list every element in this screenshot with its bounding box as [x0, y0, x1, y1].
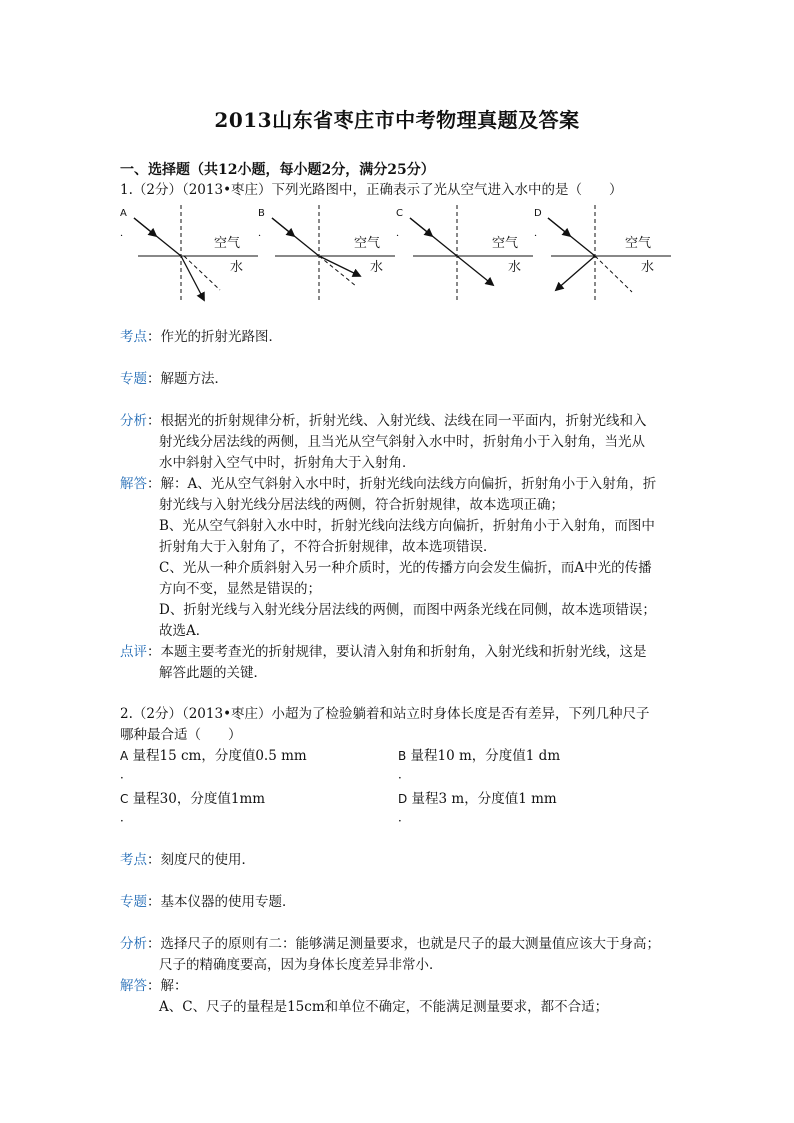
- q1-b-refracted-ray: [319, 256, 360, 276]
- q2-option-a-text: 量程15 cm，分度值0.5 mm: [132, 748, 307, 764]
- q1-jieda-label: 解答: [120, 476, 147, 492]
- q1-kaodian: [120, 327, 282, 347]
- q1-diagram-a: [120, 205, 258, 303]
- q1-zhuanti: [120, 369, 228, 389]
- q1-jieda-line-5: C、光从一种介质斜射入另一种介质时，光的传播方向会发生偏折，而A中光的传播: [159, 560, 652, 576]
- q1-option-a-letter: A: [120, 208, 127, 219]
- q1-dianping-line-2: 解答此题的关键．: [159, 665, 267, 681]
- q2-option-c-dot: ．: [120, 810, 133, 824]
- q1-c-incident-arrow: [410, 218, 432, 236]
- q2-jieda: [120, 976, 188, 996]
- q2-option-a-letter: A: [120, 749, 129, 763]
- q1-d-incident-arrow: [548, 218, 570, 236]
- section-heading: 一、选择题（共12小题，每小题2分，满分25分）: [120, 162, 435, 178]
- q1-d-air-label: 空气: [625, 236, 652, 251]
- q2-fenxi-label: 分析: [120, 936, 147, 952]
- q2-option-b-dot: ．: [398, 767, 411, 781]
- q2-jieda-line-1: ：解：: [147, 978, 188, 994]
- q1-dianping-line-1: ：本题主要考查光的折射规律，要认清入射角和折射角，入射光线和折射光线，这是: [147, 644, 647, 660]
- q1-d-refracted-ray: [556, 256, 595, 290]
- q1-jieda-line-2: 射光线与入射光线分居法线的两侧，符合折射规律，故本选项正确；: [159, 497, 564, 513]
- q1-option-a-dot: ．: [120, 228, 130, 239]
- q1-fenxi-line-1: ：根据光的折射规律分析，折射光线、入射光线、法线在同一平面内，折射光线和入: [147, 413, 647, 429]
- q1-fenxi-line-2: 射光线分居法线的两侧，且当光从空气斜射入水中时，折射角小于入射角，当光从: [159, 434, 645, 450]
- q1-kaodian-label: 考点: [120, 329, 147, 345]
- q2-option-d: [398, 789, 557, 809]
- q1-fenxi: [120, 411, 647, 431]
- q1-stem: 1.（2分）（2013•枣庄）下列光路图中，正确表示了光从空气进入水中的是（ ）: [120, 182, 623, 198]
- q1-kaodian-text: ：作光的折射光路图．: [147, 329, 282, 345]
- q1-fenxi-line-3: 水中斜射入空气中时，折射角大于入射角．: [159, 455, 416, 471]
- q1-diagram-c: [396, 205, 533, 303]
- q1-jieda-line-8: 故选A．: [159, 623, 210, 639]
- q2-kaodian-text: ：刻度尺的使用．: [147, 852, 255, 868]
- q1-jieda-line-1: ：解：A、光从空气斜射入水中时，折射光线向法线方向偏折，折射角小于入射角，折: [147, 476, 657, 492]
- q2-option-a-dot: ．: [120, 767, 133, 781]
- q2-option-c-letter: C: [120, 792, 129, 806]
- q2-stem-line-1: 2.（2分）（2013•枣庄）小超为了检验躺着和站立时身体长度是否有差异，下列几种尺子: [120, 706, 650, 722]
- q1-option-c-dot: ．: [396, 228, 406, 239]
- q1-a-water-label: 水: [230, 260, 244, 275]
- q1-b-incident-arrow: [272, 218, 294, 236]
- q2-option-b: [398, 746, 560, 766]
- q2-option-a: [120, 746, 307, 766]
- q1-refraction-diagrams: [120, 200, 680, 310]
- q2-stem-line-2: 哪种最合适（ ）: [120, 727, 242, 743]
- q1-b-water-label: 水: [370, 260, 384, 275]
- q2-option-b-letter: B: [398, 749, 407, 763]
- q2-fenxi-line-2: 尺子的精确度要高，因为身体长度差异非常小．: [159, 957, 443, 973]
- q1-d-extension-line: [595, 256, 632, 292]
- q1-dianping-label: 点评: [120, 644, 147, 660]
- q2-option-d-dot: ．: [398, 810, 411, 824]
- q2-kaodian: [120, 850, 255, 870]
- q1-option-b-dot: ．: [258, 228, 268, 239]
- q1-c-air-label: 空气: [492, 236, 519, 251]
- q1-jieda-line-3: B、光从空气斜射入水中时，折射光线向法线方向偏折，折射角小于入射角，而图中: [159, 518, 655, 534]
- q2-fenxi: [120, 934, 660, 954]
- q1-fenxi-label: 分析: [120, 413, 147, 429]
- q2-option-d-letter: D: [398, 792, 408, 806]
- q2-option-c-text: 量程30，分度值1mm: [132, 791, 266, 807]
- q1-option-c-letter: C: [396, 208, 403, 219]
- q2-fenxi-line-1: ：选择尺子的原则有二：能够满足测量要求，也就是尺子的最大测量值应该大于身高；: [147, 936, 660, 952]
- q1-jieda-line-6: 方向不变，显然是错误的；: [159, 581, 321, 597]
- q1-a-air-label: 空气: [214, 236, 241, 251]
- q2-jieda-line-2: A、C、尺子的量程是15cm和单位不确定，不能满足测量要求，都不合适；: [159, 999, 609, 1015]
- q1-option-d-dot: ．: [534, 228, 544, 239]
- q1-c-straight-ray: [457, 256, 493, 285]
- q1-a-incident-arrow: [134, 218, 156, 236]
- q1-option-b-letter: B: [258, 208, 265, 219]
- q2-option-c: [120, 789, 265, 809]
- q1-option-d-letter: D: [534, 208, 542, 219]
- q1-zhuanti-label: 专题: [120, 371, 147, 387]
- q1-b-air-label: 空气: [354, 236, 381, 251]
- q1-jieda: [120, 474, 656, 494]
- q2-jieda-label: 解答: [120, 978, 147, 994]
- document-title: 2013山东省枣庄市中考物理真题及答案: [214, 108, 580, 132]
- q1-jieda-line-7: D、折射光线与入射光线分居法线的两侧，而图中两条光线在同侧，故本选项错误；: [159, 602, 656, 618]
- q1-d-water-label: 水: [641, 260, 655, 275]
- q2-option-d-text: 量程3 m，分度值1 mm: [411, 791, 557, 807]
- q2-option-b-text: 量程10 m，分度值1 dm: [410, 748, 561, 764]
- q1-diagram-b: [258, 205, 395, 303]
- q1-zhuanti-text: ：解题方法．: [147, 371, 228, 387]
- q1-dianping: [120, 642, 647, 662]
- q1-c-water-label: 水: [508, 260, 522, 275]
- q2-zhuanti-label: 专题: [120, 894, 147, 910]
- q1-a-refracted-ray: [181, 256, 204, 300]
- q2-zhuanti-text: ：基本仪器的使用专题．: [147, 894, 296, 910]
- q1-jieda-line-4: 折射角大于入射角了，不符合折射规律，故本选项错误．: [159, 539, 497, 555]
- q2-zhuanti: [120, 892, 296, 912]
- q2-kaodian-label: 考点: [120, 852, 147, 868]
- q1-diagram-d: [534, 205, 671, 303]
